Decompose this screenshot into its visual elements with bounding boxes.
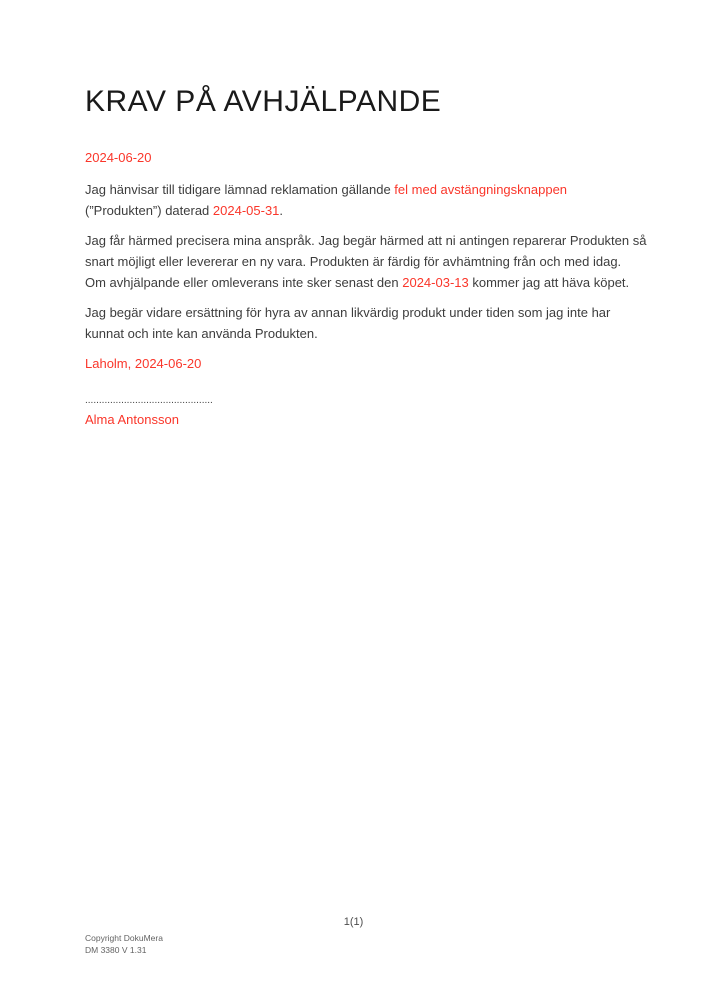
footer-copyright-line1: Copyright DokuMera: [85, 933, 163, 943]
paragraphs-container: [85, 179, 647, 344]
footer-copyright: [85, 932, 163, 956]
paragraph-line: [85, 230, 647, 251]
paragraph: [85, 302, 647, 344]
place-and-date-line: Laholm, 2024-06-20: [85, 356, 202, 371]
text-segment: .: [279, 203, 284, 218]
text-segment: Jag hänvisar till tidigare lämnad reklamation gällande: [85, 182, 395, 197]
signature-line: ..............................................: [85, 395, 213, 406]
text-segment: kunnat och inte kan använda Produkten.: [85, 326, 318, 341]
highlighted-text: 2024-03-13: [402, 275, 469, 290]
paragraph-line: [85, 272, 647, 293]
paragraph-line: [85, 302, 647, 323]
paragraph: [85, 230, 647, 293]
text-segment: Jag begär vidare ersättning för hyra av annan likvärdig produkt under tiden som jag inte har: [85, 305, 611, 320]
signature-name: Alma Antonsson: [85, 412, 179, 427]
highlighted-text: 2024-05-31: [212, 203, 280, 218]
highlighted-text: fel med avstängningsknappen: [394, 182, 568, 197]
page-number: 1(1): [343, 916, 364, 928]
paragraph-line: [85, 200, 647, 221]
letter-date: 2024-06-20: [85, 150, 152, 165]
text-segment: Jag får härmed precisera mina anspråk. Jag begär härmed att ni antingen reparerar Produkten så: [85, 233, 647, 248]
text-segment: (”Produkten”) daterad: [85, 203, 213, 218]
footer-copyright-line2: DM 3380 V 1.31: [85, 945, 147, 955]
text-segment: snart möjligt eller levererar en ny vara. Produkten är färdig för avhämtning från och med idag.: [85, 254, 622, 269]
letter-body: [85, 84, 647, 430]
paragraph-line: [85, 179, 647, 200]
text-segment: Om avhjälpande eller omleverans inte sker senast den: [85, 275, 403, 290]
document-title: KRAV PÅ AVHJÄLPANDE: [85, 85, 442, 118]
paragraph: [85, 179, 647, 221]
paragraph-line: [85, 323, 647, 344]
paragraph-line: [85, 251, 647, 272]
text-segment: kommer jag att häva köpet.: [468, 275, 630, 290]
